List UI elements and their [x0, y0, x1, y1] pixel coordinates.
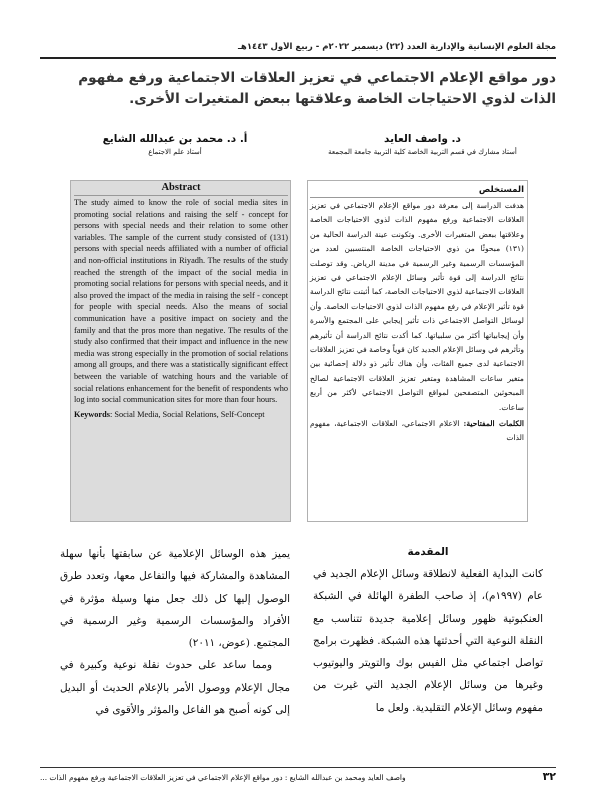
author-block-1 — [300, 133, 545, 156]
arabic-abstract — [310, 183, 524, 445]
abstract-heading: المستخلص — [310, 183, 524, 198]
author-affiliation: أستاذ مشارك في قسم التربية الخاصة كلية التربية جامعة المجمعة — [328, 148, 517, 156]
body-paragraph: كانت البداية الفعلية لانطلاقة وسائل الإعلام الجديد في عام (١٩٩٧م)، إذ صاحب الطفرة الهائلة في الشبكة العنكبوتية ظهور وسائل إعلامية جديدة تتناسب مع النقلة النوعية التي أحدثتها هذه الشبكة. فظهرت برامج تواصل اجتماعي مثل الفيس بوك والتويتر واليوتيوب وغيرها من وسائل الإعلام الجديد التي غيرت من مفهوم وسائل الإعلام التقليدية. ولعل ما — [313, 568, 543, 714]
english-abstract — [74, 181, 288, 420]
abstract-text: The study aimed to know the role of social media sites in promoting social relations and raising the self - concept for persons with special needs and their relation to some other variables. The sample of the current study consisted of (131) persons with special needs affiliated with a number of official and non-official institutions in Riyadh. The results of the study reached the strength of the impact of the social media in promoting social relations for persons with special needs, and it also proved the impact of the media in raising the self - concept for people with special needs. Also the means of social communication have a positive impact on society and the family and that the pros more than negative. The results of the study also confirmed that their impact and influence in the new media was strong especially in the promotion of social relations among all groups, and there was a statistically significant effect between the variable of watching hours and the variable of social relations enhancement for the benefit of respondents who log into social communication sites for more than four hours. — [74, 198, 288, 405]
article-title — [40, 68, 556, 110]
footer-running-text: واصف العايد ومحمد بن عبدالله الشايع : دور مواقع الإعلام الاجتماعي في تعزيز العلاقات الاجتماعية ورفع مفهوم الذات ... — [40, 773, 406, 782]
author-name: أ. د. محمد بن عبدالله الشايع — [102, 133, 248, 145]
title-line-2: الذات لذوي الاحتياجات الخاصة وعلاقتها ببعض المتغيرات الأخرى. — [129, 91, 556, 107]
abstract-heading: Abstract — [74, 181, 288, 196]
keywords-text: الاعلام الاجتماعي، العلاقات الاجتماعية، مفهوم الذات — [310, 419, 524, 443]
title-line-1: دور مواقع الإعلام الاجتماعي في تعزيز العلاقات الاجتماعية ورفع مفهوم — [78, 70, 556, 86]
keywords-label: Keywords — [74, 409, 110, 419]
body-paragraph: يميز هذه الوسائل الإعلامية عن سابقتها بأنها سهلة المشاهدة والمشاركة فيها والتفاعل معها، وتعدد طرق الوصول إليها كل ذلك جعل منها وسيلة مؤثرة في الأفراد والمؤسسات الرسمية وغير الرسمية في المجتمع. (عوض، ٢٠١١) — [60, 548, 290, 650]
running-head: مجلة العلوم الإنسانية والإدارية العدد (٢٢) ديسمبر ٢٠٢٢م - ربيع الأول ١٤٤٣هـ — [238, 42, 556, 52]
section-heading: المقدمة — [407, 546, 449, 558]
header-rule — [40, 57, 556, 59]
body-paragraph: ومما ساعد على حدوث نقلة نوعية وكبيرة في مجال الإعلام ووصول الأمر بالإعلام الحديث أو البديل إلى كونه أصبح هو الفاعل والمؤثر والأقوى في — [60, 659, 290, 717]
abstract-keywords — [310, 417, 524, 445]
author-affiliation: أستاذ علم الاجتماع — [148, 148, 202, 156]
keywords-label: الكلمات المفتاحية: — [463, 419, 524, 429]
author-block-2 — [65, 133, 285, 156]
abstract-keywords: Keywords: Social Media, Social Relations, Self-Concept — [74, 409, 265, 419]
body-column-left — [60, 543, 290, 721]
keywords-text: Social Media, Social Relations, Self-Concept — [114, 409, 265, 419]
footer-rule — [40, 767, 556, 768]
author-name: د. واصف العايد — [384, 133, 461, 145]
abstract-text: هدفت الدراسة إلى معرفة دور مواقع الإعلام الاجتماعي في تعزيز العلاقات الاجتماعية ورفع مفهوم الذات لذوي الاحتياجات الخاصة وعلاقتها ببعض المتغيرات الأخرى. وتكونت عينة الدراسة الحالية من (١٣١) مبحوثًا من ذوي الاحتياجات الخاصة المنتسبين لعدد من المؤسسات الرسمية وغير الرسمية في مدينة الرياض. وقد توصلت نتائج الدراسة إلى قوة تأثير وسائل الإعلام الاجتماعي في تعزيز العلاقات الاجتماعية لذوي الاحتياجات الخاصة، كما أثبتت نتائج الدراسة قوة تأثير الإعلام في رفع مفهوم الذات لذوي الاحتياجات الخاصة. وأن لوسائل التواصل الاجتماعي ذات تأثير إيجابي على المجتمع والأسرة وأن إيجابياتها أكثر من سلبياتها. كما أكدت نتائج الدراسة أن تأثيرهم وتأثرهم في وسائل الإعلام الجديد كان قوياً وخاصة في تعزيز العلاقات الاجتماعية لدى جميع الفئات، وأن هناك تأثير ذو دلالة إحصائية بين متغير ساعات المشاهدة ومتغير تعزيز العلاقات الاجتماعية لصالح المبحوثين المتصفحين لمواقع التواصل الاجتماعي لأكثر من أربع ساعات. — [310, 201, 524, 412]
page-number: ٣٢ — [542, 770, 556, 783]
body-column-right — [313, 543, 543, 719]
